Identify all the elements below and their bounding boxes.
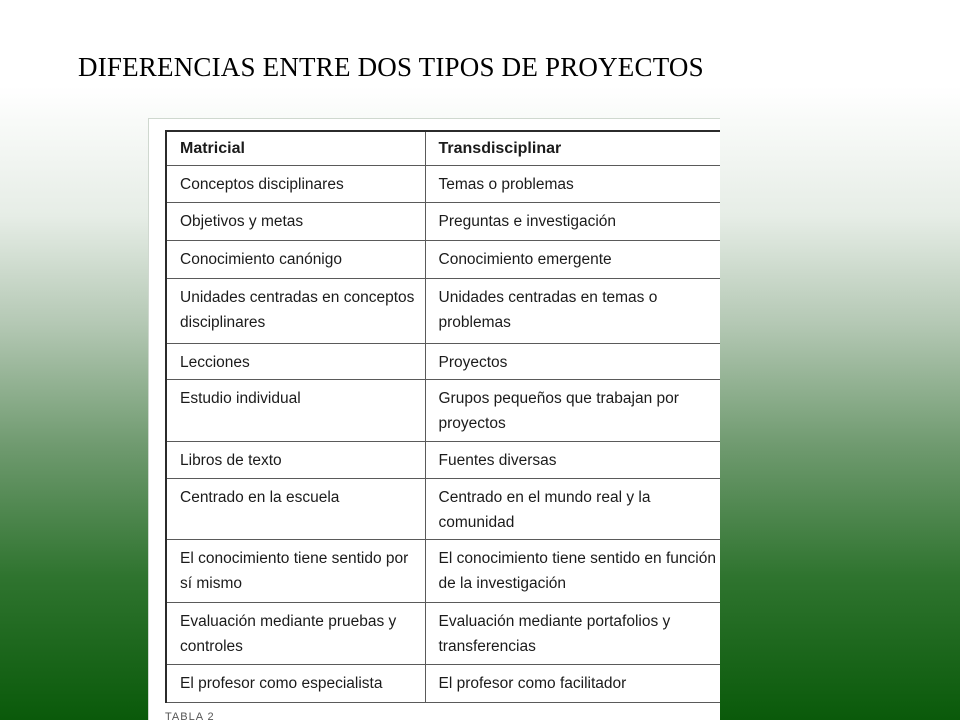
cell-matricial: Conocimiento canónigo [166, 240, 425, 278]
table-row [166, 240, 720, 278]
cell-transdisciplinar: Temas o problemas [425, 165, 720, 202]
scanned-table-image [148, 118, 720, 720]
table-row [166, 602, 720, 664]
cell-matricial: Objetivos y metas [166, 202, 425, 240]
cell-matricial: El profesor como especialista [166, 664, 425, 702]
cell-matricial: El conocimiento tiene sentido por sí mismo [166, 539, 425, 602]
cell-transdisciplinar: Centrado en el mundo real y la comunidad [425, 478, 720, 539]
table-row [166, 202, 720, 240]
header-transdisciplinar: Transdisciplinar [425, 131, 720, 165]
cell-matricial: Centrado en la escuela [166, 478, 425, 539]
cell-matricial: Unidades centradas en conceptos disciplinares [166, 278, 425, 343]
table-row [166, 278, 720, 343]
table-header-row [166, 131, 720, 165]
table-row [166, 165, 720, 202]
table-row [166, 379, 720, 441]
cell-matricial: Evaluación mediante pruebas y controles [166, 602, 425, 664]
table-row [166, 478, 720, 539]
cell-transdisciplinar: Evaluación mediante portafolios y transferencias [425, 602, 720, 664]
cell-transdisciplinar: Preguntas e investigación [425, 202, 720, 240]
slide-title: DIFERENCIAS ENTRE DOS TIPOS DE PROYECTOS [78, 52, 704, 82]
cell-transdisciplinar: Proyectos [425, 343, 720, 379]
cell-matricial: Lecciones [166, 343, 425, 379]
header-matricial: Matricial [166, 131, 425, 165]
cell-transdisciplinar: Grupos pequeños que trabajan por proyectos [425, 379, 720, 441]
cell-transdisciplinar: El profesor como facilitador [425, 664, 720, 702]
cell-transdisciplinar: El conocimiento tiene sentido en función de la investigación [425, 539, 720, 602]
cell-transdisciplinar: Unidades centradas en temas o problemas [425, 278, 720, 343]
cell-matricial: Libros de texto [166, 441, 425, 478]
table-row [166, 441, 720, 478]
cell-matricial: Estudio individual [166, 379, 425, 441]
table-row [166, 664, 720, 702]
cell-transdisciplinar: Fuentes diversas [425, 441, 720, 478]
table-caption: TABLA 2 [165, 711, 215, 720]
table-row [166, 539, 720, 602]
cell-transdisciplinar: Conocimiento emergente [425, 240, 720, 278]
table-row [166, 343, 720, 379]
comparison-table [165, 130, 720, 703]
cell-matricial: Conceptos disciplinares [166, 165, 425, 202]
